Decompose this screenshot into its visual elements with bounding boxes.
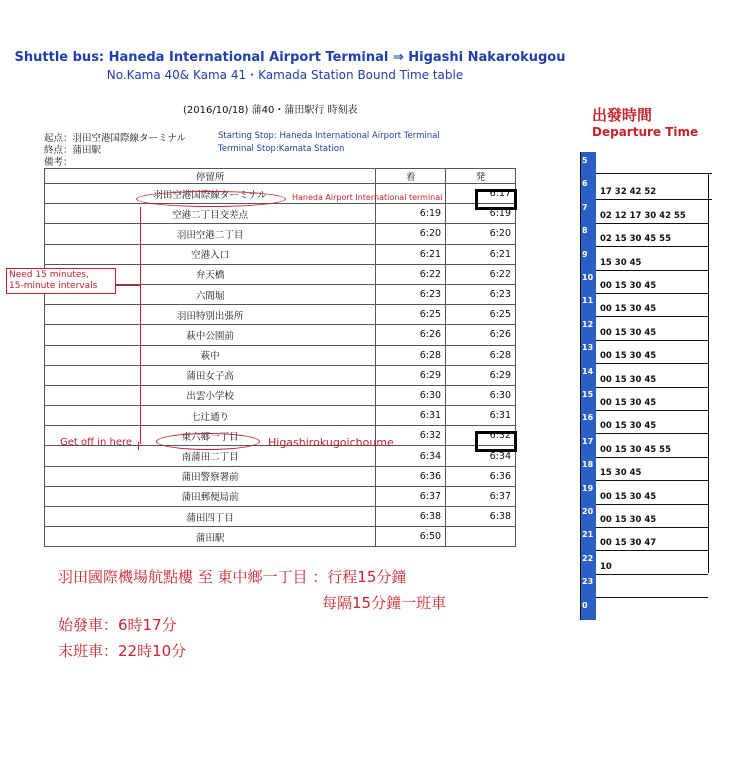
departure-minutes: 02 15 30 45 55 <box>600 234 671 245</box>
departure-minutes: 00 15 30 45 <box>600 351 657 362</box>
hour-label: 5 <box>582 156 588 165</box>
interval-note: 每隔15分鐘一班車 <box>322 594 447 612</box>
depart-time: 6:20 <box>446 224 516 244</box>
arrive-time: 6:19 <box>376 204 446 224</box>
depart-time: 6:36 <box>446 466 516 486</box>
table-row <box>45 466 516 486</box>
arrive-time: 6:22 <box>376 264 446 284</box>
departure-minutes: 00 15 30 45 <box>600 304 657 315</box>
arrive-time: 6:23 <box>376 284 446 304</box>
start-stop-label: 起点：羽田空港国際線ターミナル <box>44 133 187 144</box>
red-bracket-line <box>140 207 141 444</box>
hour-label: 7 <box>582 202 588 212</box>
depart-time: 6:30 <box>446 385 516 405</box>
start-time-highlight <box>475 189 517 210</box>
departure-minutes: 00 15 30 45 55 <box>600 444 671 455</box>
departure-right-edge <box>708 173 709 573</box>
departure-minutes: 00 15 30 45 <box>600 281 657 291</box>
column-header-stop: 停留所 <box>45 169 376 184</box>
depart-time: 6:28 <box>446 345 516 365</box>
row-divider <box>596 270 708 271</box>
departure-minutes: 15 30 45 <box>600 468 642 479</box>
table-row <box>45 325 516 345</box>
stop-name: 羽田空港国際線ターミナル <box>45 184 376 204</box>
haneda-annotation: Haneda Airport International terminal <box>292 193 443 202</box>
hour-label: 11 <box>582 296 594 306</box>
departure-minutes: 00 15 30 45 <box>600 491 657 502</box>
row-divider <box>596 527 708 528</box>
stop-name: 蒲田女子高 <box>45 365 376 385</box>
table-row <box>45 507 516 527</box>
stop-name: 蒲田駅 <box>45 527 376 547</box>
hour-label: 15 <box>582 390 594 399</box>
table-row <box>45 204 516 224</box>
arrive-time: 6:32 <box>376 426 446 446</box>
departure-minutes: 00 15 30 45 <box>600 374 657 385</box>
hour-label: 8 <box>582 226 588 236</box>
arrive-time: 6:21 <box>376 244 446 264</box>
depart-time: 6:34 <box>446 446 516 466</box>
stop-name: 六間堀 <box>45 284 376 304</box>
title-line-2: No.Kama 40& Kama 41・Kamada Station Bound Time table <box>106 68 464 82</box>
arrive-time: 6:36 <box>376 466 446 486</box>
timetable-date-heading: (2016/10/18) 蒲40・蒲田駅行 時刻表 <box>183 105 358 116</box>
table-row <box>45 385 516 405</box>
hour-label: 10 <box>582 273 594 282</box>
hour-label: 14 <box>582 366 594 376</box>
row-divider <box>596 316 708 317</box>
stop-name: 空港二丁目交差点 <box>45 204 376 224</box>
row-divider <box>596 246 708 247</box>
arrive-time: 6:30 <box>376 385 446 405</box>
row-divider <box>596 457 708 458</box>
column-header-depart: 発 <box>446 169 516 184</box>
departure-minutes: 02 12 17 30 42 55 <box>600 210 686 221</box>
stop-name: 南蒲田二丁目 <box>45 446 376 466</box>
departure-minutes: 00 15 30 45 <box>600 327 657 338</box>
higashi-annotation: Higashirokugoichoume <box>268 436 394 449</box>
depart-time: 6:21 <box>446 244 516 264</box>
stop-name: 蒲田四丁目 <box>45 507 376 527</box>
stop-name: 蒲田警察署前 <box>45 466 376 486</box>
row-divider <box>596 550 708 551</box>
stop-name: 羽田特別出張所 <box>45 305 376 325</box>
arrive-time: 6:20 <box>376 224 446 244</box>
depart-time: 6:22 <box>446 264 516 284</box>
stop-name: 萩中公園前 <box>45 325 376 345</box>
arrive-time: 6:50 <box>376 527 446 547</box>
stop-name: 萩中 <box>45 345 376 365</box>
depart-time: 6:32 <box>446 426 516 446</box>
hour-label: 20 <box>582 507 594 516</box>
depart-time: 6:37 <box>446 486 516 506</box>
row-divider <box>596 387 708 388</box>
row-divider <box>596 480 708 481</box>
arrive-time: 6:25 <box>376 305 446 325</box>
departure-minutes: 15 30 45 <box>600 257 642 268</box>
table-row <box>45 406 516 426</box>
arrive-time: 6:38 <box>376 507 446 527</box>
row-divider <box>596 223 708 224</box>
get-off-here-label: Get off in here <box>60 437 133 448</box>
row-divider <box>596 574 708 575</box>
row-divider <box>596 363 708 364</box>
departure-minutes: 00 15 30 45 <box>600 515 657 525</box>
departure-title-en: Departure Time <box>592 125 699 139</box>
hour-label: 17 <box>582 436 594 446</box>
stop-name: 蒲田郵便局前 <box>45 486 376 506</box>
hour-label: 22 <box>582 553 594 563</box>
table-row <box>45 244 516 264</box>
depart-time: 6:29 <box>446 365 516 385</box>
hour-bar <box>580 152 596 620</box>
need-15-line-2: 15-minute intervals <box>9 281 98 291</box>
arrive-time: 6:31 <box>376 406 446 426</box>
depart-time: 6:19 <box>446 204 516 224</box>
remarks-label: 備考： <box>44 157 73 168</box>
departure-minutes: 10 <box>600 561 612 572</box>
row-divider <box>596 340 708 341</box>
departure-minutes: 00 15 30 47 <box>600 538 657 549</box>
last-bus-note: 末班車：22時10分 <box>58 642 187 660</box>
hour-label: 21 <box>582 530 594 540</box>
hour-label: 6 <box>582 179 588 189</box>
row-divider <box>596 504 708 505</box>
row-divider <box>596 410 708 411</box>
start-stop-en: Starting Stop: Haneda International Airport Terminal <box>218 131 440 141</box>
stop-name: 出雲小学校 <box>45 385 376 405</box>
need-15-minutes-note <box>6 268 116 294</box>
row-divider <box>596 597 708 598</box>
depart-time: 6:17 <box>446 184 516 204</box>
terminal-stop-en: Terminal Stop:Kamata Station <box>218 144 345 154</box>
get-off-tick <box>138 442 139 450</box>
arrive-time: 6:37 <box>376 486 446 506</box>
table-row <box>45 527 516 547</box>
stop-name: 空港入口 <box>45 244 376 264</box>
row-divider <box>596 433 708 434</box>
trip-duration-note: 羽田國際機場航點樓 至 東中鄉一丁目 ：行程15分鐘 <box>58 568 407 586</box>
stop-name: 東六郷一丁目 <box>45 426 376 446</box>
need-15-line-1: Need 15 minutes, <box>9 270 89 280</box>
stop-name: 弁天橋 <box>45 264 376 284</box>
first-bus-note: 始發車：6時17分 <box>58 616 177 634</box>
hour-label: 19 <box>582 483 594 493</box>
bus-timetable <box>44 168 516 547</box>
arrival-time-highlight <box>475 431 517 452</box>
row-divider <box>596 173 712 174</box>
departure-minutes: 00 15 30 45 <box>600 398 657 408</box>
departure-title-zh: 出發時間 <box>592 106 653 124</box>
depart-time <box>446 527 516 547</box>
arrive-time: 6:29 <box>376 365 446 385</box>
depart-time: 6:26 <box>446 325 516 345</box>
depart-time: 6:38 <box>446 507 516 527</box>
hour-label: 23 <box>582 577 594 587</box>
terminal-stop-label: 終点：蒲田駅 <box>44 145 102 156</box>
row-divider <box>596 293 708 294</box>
destination-circle <box>156 433 260 450</box>
title-line-1: Shuttle bus: Haneda International Airport Terminal ⇒ Higashi Nakarokugou <box>14 50 566 65</box>
stop-name: 七辻通り <box>45 406 376 426</box>
table-row <box>45 365 516 385</box>
depart-time: 6:31 <box>446 406 516 426</box>
stop-name: 羽田空港二丁目 <box>45 224 376 244</box>
column-header-arrive: 着 <box>376 169 446 184</box>
hour-label: 13 <box>582 343 594 353</box>
table-row <box>45 345 516 365</box>
row-divider <box>596 199 712 200</box>
hour-label: 18 <box>582 460 594 470</box>
start-stop-circle <box>136 191 286 207</box>
departure-minutes: 00 15 30 45 <box>600 421 657 432</box>
arrive-time: 6:26 <box>376 325 446 345</box>
red-arrow-line <box>116 285 140 286</box>
table-row <box>45 305 516 325</box>
table-row <box>45 486 516 506</box>
arrive-time: 6:34 <box>376 446 446 466</box>
departure-minutes: 17 32 42 52 <box>600 187 657 198</box>
hour-bar-edge <box>580 152 581 620</box>
table-row <box>45 224 516 244</box>
depart-time: 6:23 <box>446 284 516 304</box>
hour-label: 0 <box>582 600 588 610</box>
hour-label: 16 <box>582 413 594 423</box>
arrive-time: 6:28 <box>376 345 446 365</box>
hour-label: 9 <box>582 249 588 259</box>
hour-label: 12 <box>582 319 594 329</box>
depart-time: 6:25 <box>446 305 516 325</box>
